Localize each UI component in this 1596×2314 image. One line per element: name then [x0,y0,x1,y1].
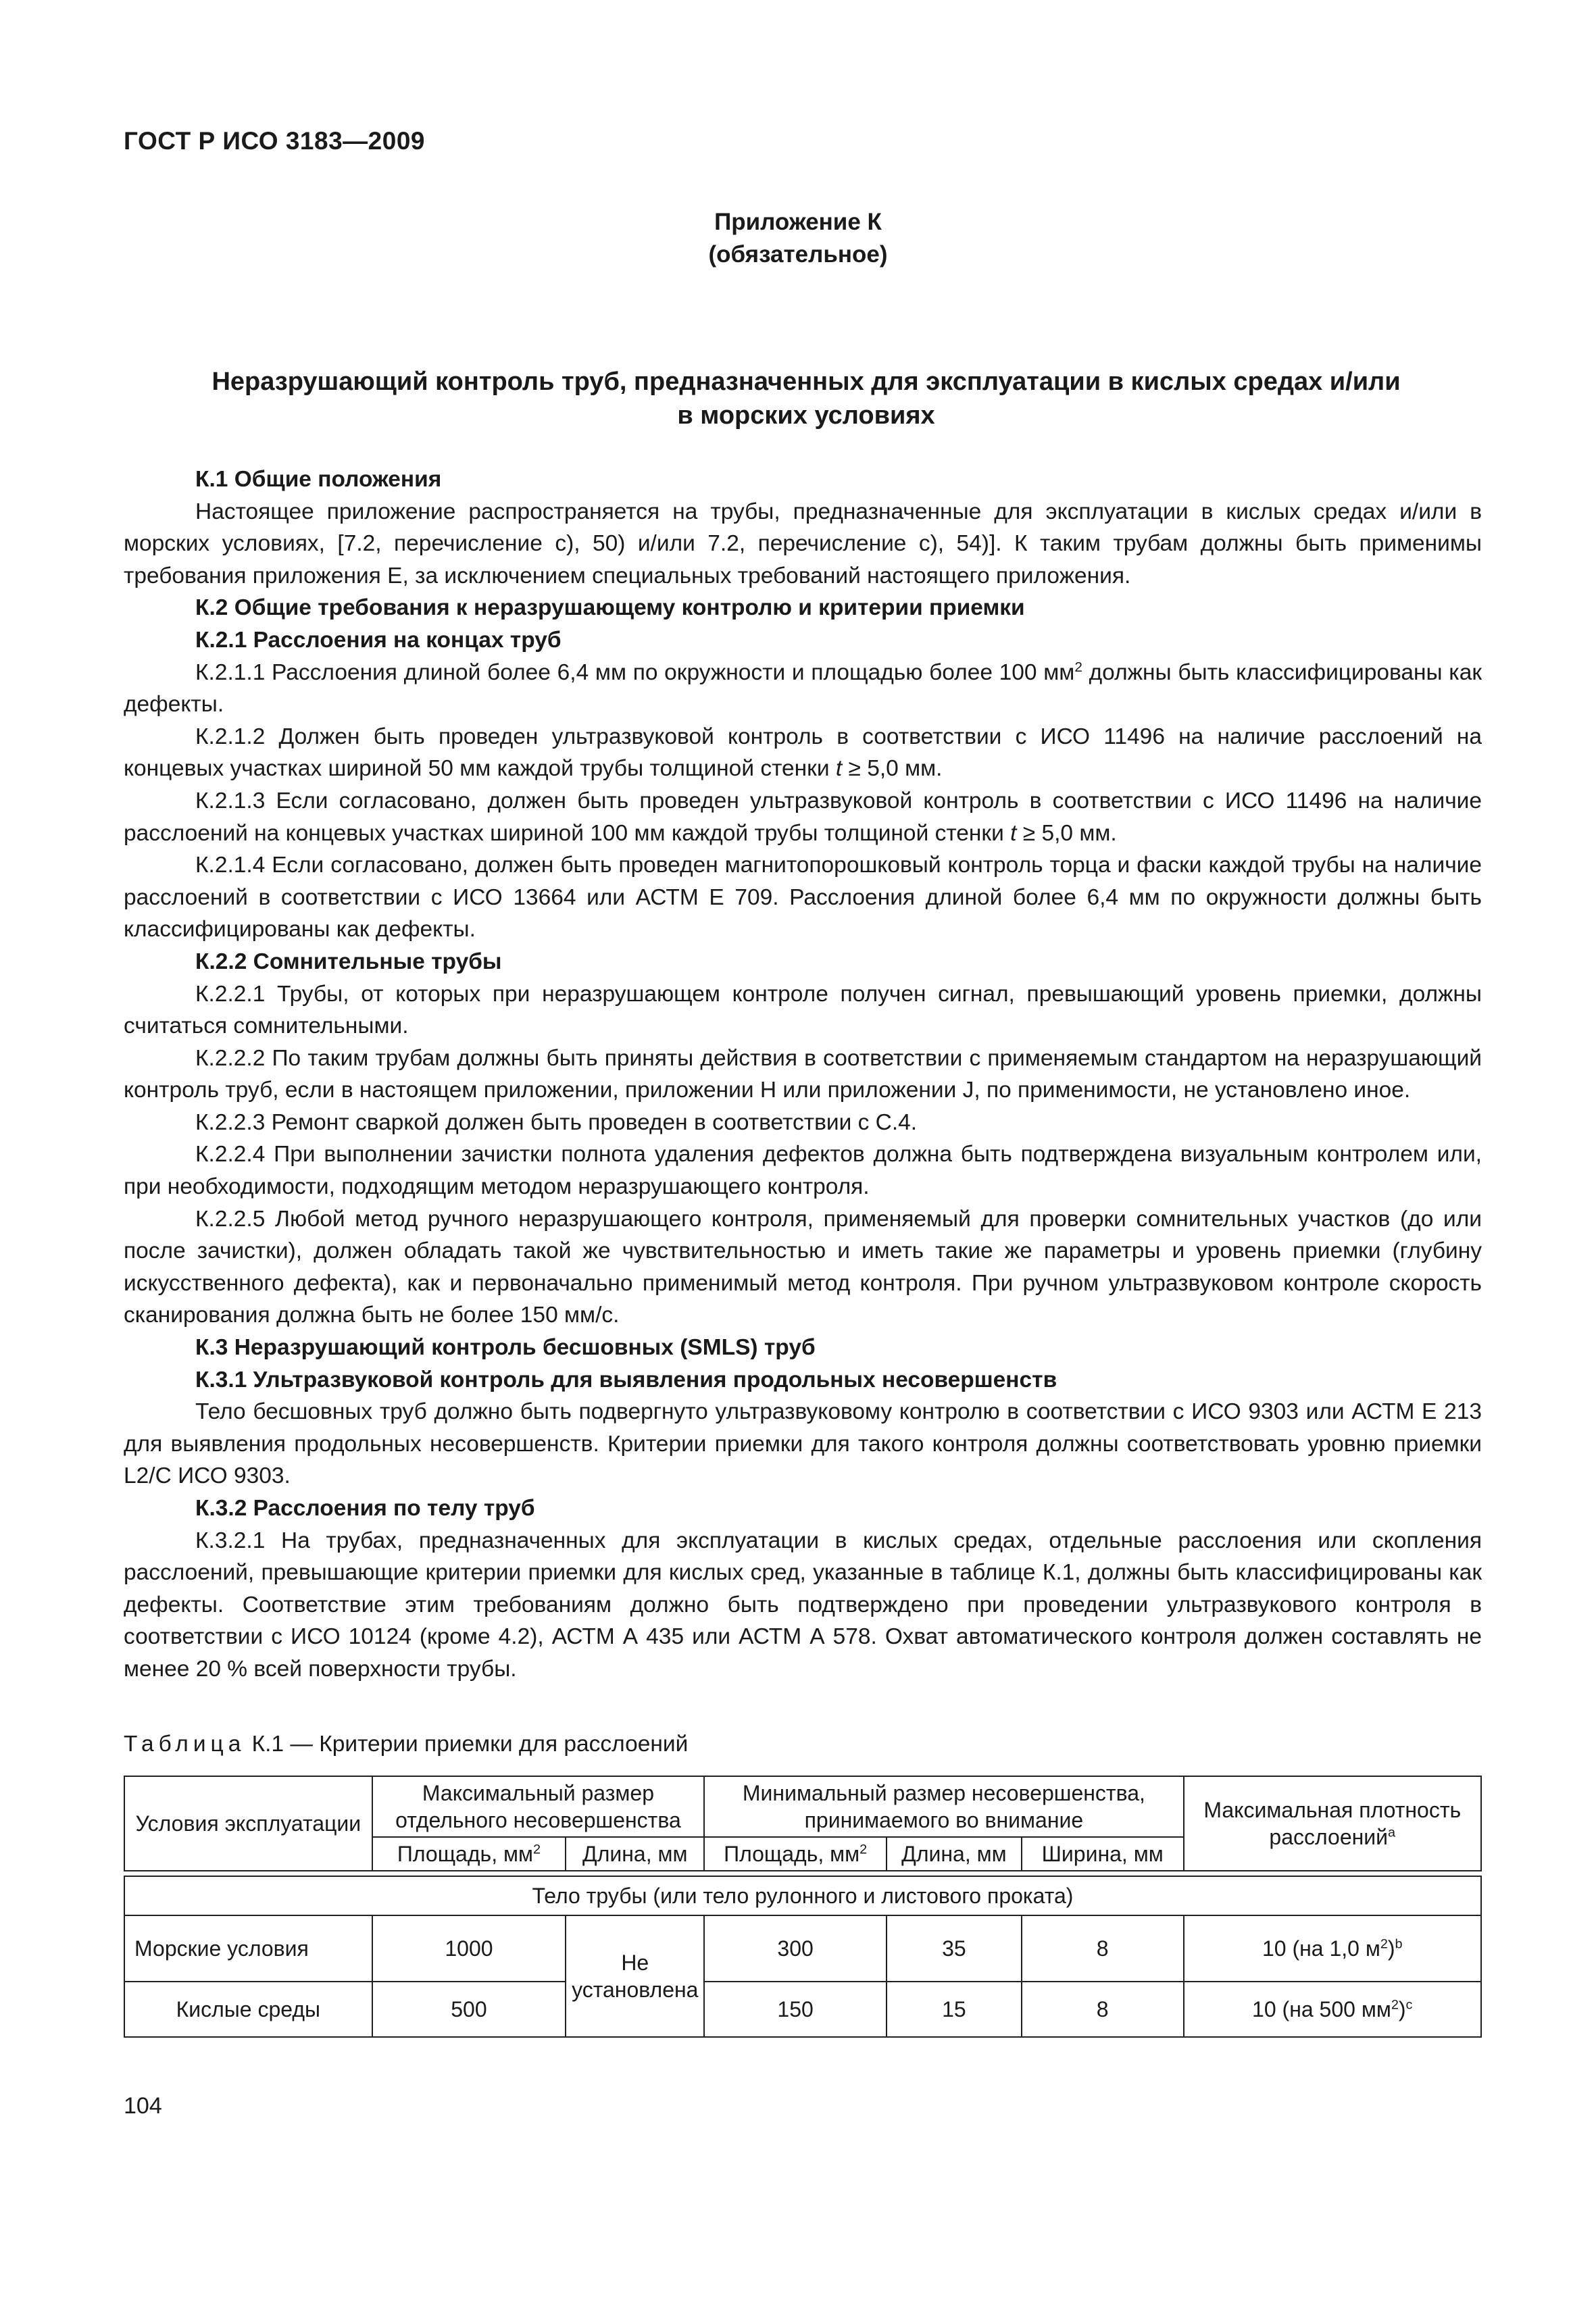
paragraph-k212 [124,721,1482,785]
section-heading-k3: К.3 Неразрушающий контроль бесшовных (SMLS) труб [195,1335,816,1361]
paragraph-k213-text: К.2.1.3 Если согласовано, должен быть проведен ультразвуковой контроль в соответствии с ИСО 11496 на наличие расслоений на концевых участках шириной 100 мм каждой трубы толщиной стенки [124,788,1482,846]
paragraph-k213-tail: ≥ 5,0 мм. [1016,820,1117,846]
row-density-tail: ) [1398,1997,1406,2021]
table-caption-text: К.1 — Критерии приемки для расслоений [245,1732,689,1757]
header-width: Ширина, мм [1022,1837,1184,1871]
row-width: 8 [1022,1915,1184,1982]
section-heading-k31: К.3.1 Ультразвуковой контроль для выявления продольных несовершенств [195,1367,1057,1392]
row-area-1: 500 [372,1982,566,2037]
paragraph-k222: К.2.2.2 По таким трубам должны быть приняты действия в соответствии с применяемым стандартом на неразрушающий контроль труб, если в настоящем приложении, приложении Н или приложении J, по применимости, не установлено иное. [124,1045,1482,1103]
annex-label: Приложение К [714,209,882,235]
variable-t: t [835,756,843,782]
header-length-1: Длина, мм [566,1837,704,1871]
cell-length-not-set: Не установлена [566,1915,704,2037]
row-conditions-sour: Кислые среды [124,1982,372,2037]
row-length-2: 35 [887,1915,1022,1982]
paragraph-k221: К.2.2.1 Трубы, от которых при неразрушающем контроле получен сигнал, превышающий уровень приемки, должны считаться сомнительными. [124,981,1482,1039]
table-caption-word: Таблица [124,1732,246,1757]
body-text [124,463,1482,1686]
footnote-mark: b [1395,1936,1403,1952]
table-section-label: Тело трубы (или тело рулонного и листового проката) [124,1876,1481,1915]
superscript: 2 [1391,1997,1399,2013]
section-heading-k22: К.2.2 Сомнительные трубы [195,949,502,974]
header-min-size: Минимальный размер несовершенства, принимаемого во внимание [704,1776,1183,1837]
paragraph-k213 [124,785,1482,849]
paragraph-k211-text: К.2.1.1 Расслоения длиной более 6,4 мм по окружности и площадью более 100 мм [195,659,1075,685]
row-density [1184,1915,1482,1982]
header-area-1 [372,1837,566,1871]
paragraph-k31: Тело бесшовных труб должно быть подвергнуто ультразвуковому контролю в соответствии с ИСО 9303 или АСТМ Е 213 для выявления продольных несовершенств. Критерии приемки для такого контроля должны соответствовать уровню приемки L2/С ИСО 9303. [124,1399,1482,1489]
row-area-1: 1000 [372,1915,566,1982]
paragraph-k224: К.2.2.4 При выполнении зачистки полнота удаления дефектов должна быть подтверждена визуальным контролем или, при необходимости, подходящим методом неразрушающего контроля. [124,1142,1482,1200]
row-area-2: 150 [704,1982,887,2037]
document-header: ГОСТ Р ИСО 3183—2009 [124,127,425,155]
row-area-2: 300 [704,1915,887,1982]
footnote-mark: a [1388,1825,1396,1840]
header-max-single: Максимальный размер отдельного несовершенства [372,1776,705,1837]
annex-heading [0,206,1596,271]
paragraph-k225: К.2.2.5 Любой метод ручного неразрушающего контроля, применяемый для проверки сомнительных участков (до или после зачистки), должен обладать такой же чувствительностью и иметь такие же параметры и уровень приемки (глубину искусственного дефекта), как и первоначально применимый метод контроля. При ручном ультразвуковом контроле скорость сканирования должна быть не более 150 мм/с. [124,1206,1482,1328]
superscript: 2 [1380,1936,1388,1952]
header-conditions: Условия эксплуатации [124,1776,372,1871]
table-section-row [124,1876,1481,1915]
paragraph-k212-text: К.2.1.2 Должен быть проведен ультразвуковой контроль в соответствии с ИСО 11496 на наличие расслоений на концевых участках шириной 50 мм каждой трубы толщиной стенки [124,724,1482,782]
paragraph-k223: К.2.2.3 Ремонт сваркой должен быть проведен в соответствии с С.4. [195,1109,918,1135]
paragraph-k214: К.2.1.4 Если согласовано, должен быть проведен магнитопорошковый контроль торца и фаски каждой трубы на наличие расслоений в соответствии с ИСО 13664 или АСТМ Е 709. Расслоения длиной более 6,4 мм по окружности должны быть классифицированы как дефекты. [124,853,1482,942]
superscript: 2 [1074,659,1082,675]
section-heading-k21: К.2.1 Расслоения на концах труб [195,627,562,653]
annex-title-line-2: в морских условиях [677,401,935,430]
paragraph-k212-tail: ≥ 5,0 мм. [842,756,943,782]
table-row [124,1982,1481,2037]
paragraph-k321: К.3.2.1 На трубах, предназначенных для эксплуатации в кислых средах, отдельные расслоения или скопления расслоений, превышающие критерии приемки для кислых сред, указанные в таблице К.1, должны быть классифицированы как дефекты. Соответствие этим требованиям должно быть подтверждено при проведении ультразвукового контроля в соответствии с ИСО 10124 (кроме 4.2), АСТМ А 435 или АСТМ А 578. Охват автоматического контроля должен составлять не менее 20 % всей поверхности трубы. [124,1528,1482,1682]
annex-title [124,365,1489,432]
header-length-2: Длина, мм [887,1837,1022,1871]
annex-status: (обязательное) [708,241,888,268]
superscript: 2 [859,1842,868,1857]
paragraph-k211 [124,657,1482,721]
header-max-density [1184,1776,1482,1871]
section-heading-k1: К.1 Общие положения [195,467,442,492]
section-heading-k32: К.3.2 Расслоения по телу труб [195,1496,535,1521]
superscript: 2 [532,1842,541,1857]
table-k1 [124,1776,1482,2038]
row-density-text: 10 (на 1,0 м [1262,1936,1380,1961]
header-area-1-text: Площадь, мм [397,1842,533,1866]
header-area-2 [704,1837,887,1871]
table-row [124,1915,1481,1982]
annex-title-line-1: Неразрушающий контроль труб, предназначенных для эксплуатации в кислых средах и/или [211,368,1401,396]
paragraph-k211-tail: должны быть классифицированы как дефекты. [124,659,1482,718]
page-number: 104 [124,2093,162,2119]
header-max-density-text: Максимальная плотность расслоений [1203,1798,1462,1849]
row-conditions-marine: Морские условия [124,1915,372,1982]
row-density-text: 10 (на 500 мм [1252,1997,1391,2021]
row-density-tail: ) [1387,1936,1395,1961]
table-header-row-1 [124,1776,1481,1837]
header-area-2-text: Площадь, мм [724,1842,860,1866]
section-heading-k2: К.2 Общие требования к неразрушающему контролю и критерии приемки [195,595,1025,621]
table-gap-row [124,1871,1481,1876]
footnote-mark: с [1405,1997,1413,2013]
table-caption [124,1732,688,1757]
table-gap-cell [124,1871,1481,1876]
row-density [1184,1982,1482,2037]
row-length-2: 15 [887,1982,1022,2037]
paragraph-k1: Настоящее приложение распространяется на трубы, предназначенные для эксплуатации в кислых средах и/или в морских условиях, [7.2, перечисление с), 50) и/или 7.2, перечисление с), 54)]. К таким трубам должны быть применимы требования приложения Е, за исключением специальных требований настоящего приложения. [124,499,1482,588]
variable-t: t [1010,820,1017,846]
row-width: 8 [1022,1982,1184,2037]
